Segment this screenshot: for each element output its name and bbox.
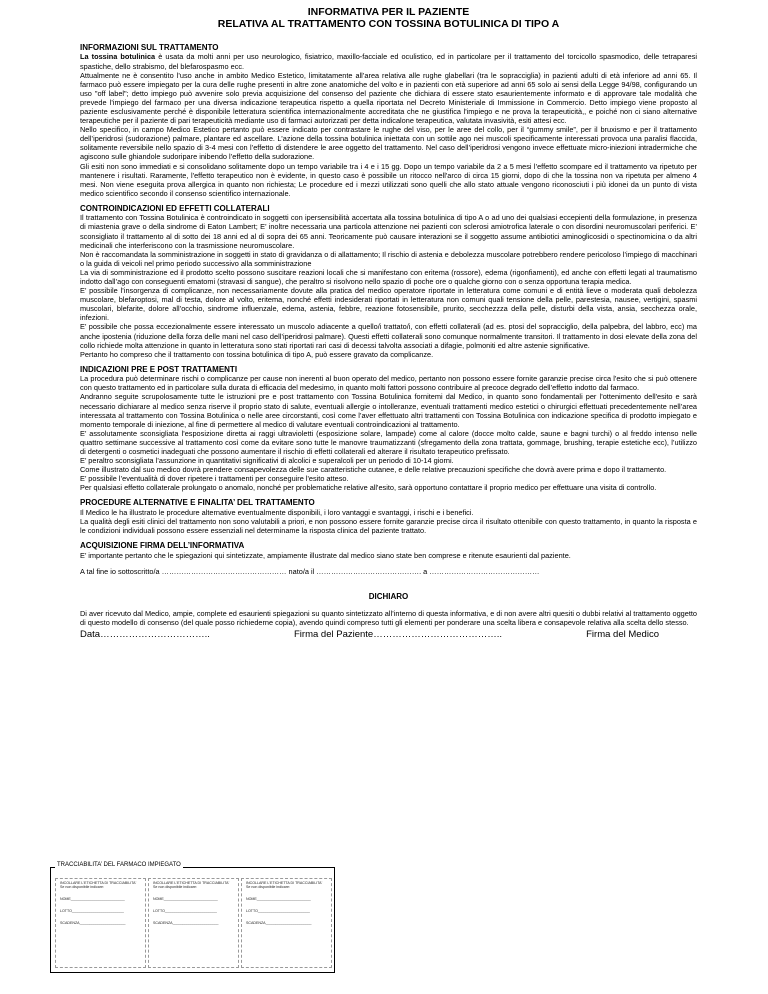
paragraph: Pertanto ho compreso che il trattamento con tossina botulinica di tipo A, può essere gravato da complicanze. [80, 349, 434, 359]
paragraph: Nello specifico, in campo Medico Estetico pertanto può essere indicato per contrastare le rughe del viso, per le aree del collo, per il “gummy smile”, per il bruxismo e per il trattamento dell’iperidrosi (sudorazione) palmare, plantare ed ascellare. L’azione della tossina botulinica iniettata con un sottile ago nei muscoli specificamente interessati provoca una paralisi flaccida, solitamente reversibile nello spazio di 3-4 mesi con l’effetto di distendere le aree oggetto del trattamento. Nel caso dell’iperidrosi vengono invece effettuate micro-iniezioni intradermiche che agiscono sulle ghiandole sudoripare inibendo l’effetto della sudorazione. [80, 125, 697, 162]
traceability-box [50, 862, 335, 973]
expiry-field[interactable]: SCADENZA_______________________ [246, 921, 312, 925]
label-slot [241, 878, 332, 968]
document-page [80, 6, 697, 640]
paragraph: Andranno seguite scrupolosamente tutte le istruzioni pre e post trattamento con Tossina Botulinica fornitemi dal Medico, in quanto sono fondamentali per l’ottenimento dell'esito e sarà necessario dichiarare al medico senza riserve il proprio stato di salute, eventuali allergie o intolleranze, eventuali trattamenti medico estetici o chirurgici effettuati precedentemente nell’area interessata al trattamento con Tossina Botulinica o nelle aree circorstanti, così come l’aver effettuato altri trattamenti con Tossina Botulinica con indicazione specifica di prodotto impiegato e momento temporale di iniezione, al fine di permettere al medico di valutare eventuali controindicazioni al trattamento. [80, 392, 697, 429]
traceability-title: TRACCIABILITA’ DEL FARMACO IMPIEGATO [57, 862, 181, 868]
label-slot-header: INCOLLARE L'ETICHETTA DI TRACCIABILITA' Se non disponibile indicare: [246, 881, 323, 889]
document-title: INFORMATIVA PER IL PAZIENTE [307, 6, 470, 18]
paragraph: La qualità degli esiti clinici del trattamento non sono valutabili a priori, e non possono essere fornite garanzie precise circa il risultato ottenibile con questo trattamento, in quanto la risposta e le condizioni individuali possono essere essenziali nel determiname la risposta clinica del paziente trattato. [80, 516, 697, 536]
signature-row [80, 629, 697, 640]
paragraph [80, 52, 697, 70]
paragraph: E’ possibile che possa eccezionalmente essere interessato un muscolo adiacente a quello/i trattato/i, con effetti collaterali (ad es. ptosi del sopracciglio, della palpebra, del labbro, ecc) ma anche ipostenia (riduzione della forza delle mani nel caso dell’iperidrosi palmare). Questi effetti collaterali sono comunque normalmente transitori. Il trattamento in dosi elevate della zona del collo richiede molta attenzione in quanto in letteratura sono stati riportati rari casi di decessi talvolta associati a difagie, polmoniti ed altre astenie significative. [80, 322, 697, 350]
undersigned-line[interactable]: A tal fine io sottoscritto/a …………………………………………… nato/a il ……………………………………. a ……………………………………… [80, 566, 540, 576]
lead-term: La tossina botulinica [80, 52, 156, 62]
lot-field[interactable]: LOTTO__________________________ [153, 909, 217, 913]
paragraph: E’ importante pertanto che le spiegazioni qui sintetizzate, ampiamente illustrate dal medico siano state ben comprese e ritenute esaurienti dal paziente. [80, 550, 571, 560]
section-title-procedure: PROCEDURE ALTERNATIVE E FINALITA’ DEL TRATTAMENTO [80, 498, 315, 508]
paragraph: La procedura può determinare rischi o complicanze per cause non inerenti al buon operato del medico, pertanto non possono essere fornite garanzie precise circa l'esito che si può ottenere con questo trattamento ed in particolare sulla durata di efficacia del medesimo, in quanto molti fattori possono contribuire al precoce degrado dell’effetto indotto dal farmaco. [80, 374, 697, 393]
paragraph: Come illustrato dal suo medico dovrà prendere consapevolezza delle sue caratteristiche cutanee, e delle relative precauzioni specifiche che dovrà avere prima e dopo il trattamento. [80, 465, 667, 475]
paragraph: E’ peraltro sconsigliata l’assunzione in quantitativi significativi di alcolici e superalcoli per un periodo di 10-14 giorni. [80, 456, 454, 466]
expiry-field[interactable]: SCADENZA_______________________ [153, 921, 219, 925]
paragraph: Gli esiti non sono immediati e si consolidano solitamente dopo un tempo variabile tra i 4 e i 15 gg. Dopo un tempo variabile da 2 a 5 mesi l’effetto scompare ed il trattamento va ripetuto per mantenere i risultati. Raramente, l'effetto terapeutico non è evidente, in questo caso è possibile un ritocco nell'arco di circa 15 giorni, dopo di che la tossina non va ripetuta per almeno 4 mesi. Non viene eseguita prova allergica in quanto non richiesta; Le procedure ed i mezzi utilizzati sono quelli che allo stato attuale vengono riconosciuti i più idonei da un punto di vista medico scientifico secondo il consenso scientifico internazionale. [80, 161, 697, 198]
label-slot-header: INCOLLARE L'ETICHETTA DI TRACCIABILITA' Se non disponibile indicare: [60, 881, 137, 889]
doctor-signature-field[interactable]: Firma del Medico [586, 628, 659, 640]
section-title-controindicazioni: CONTROINDICAZIONI ED EFFETTI COLLATERALI [80, 203, 270, 213]
paragraph: E’ assolutamente sconsigliata l’esposizione diretta ai raggi ultravioletti (esposizione solare, lampade) come al calore (docce molto calde, saune e bagni turchi) o al freddo intenso nelle quattro settimane successive al trattamento così come da evitare sono tutte le manovre traumatizzanti (sfregamento della zona trattata, gommage, brushing, terapie estetiche ecc), l’utilizzo di detergenti o cosmetici inadeguati che possono aumentare il rischio di effetti collaterali ed alterare il risultato terapeutico prefissato. [80, 428, 697, 456]
dichiaro-paragraph: Di aver ricevuto dal Medico, ampie, complete ed esaurienti spiegazioni su quanto sintetizzato all’interno di questa informativa, e di non avere altri quesiti o dubbi relativi al trattamento oggetto di questo modello di consenso (del quale posso richiederne copia), avendo quindi compreso tutti gli elementi per ponderare una scelta libera e consapevole relativa alla scelta dello stesso. [80, 608, 697, 627]
label-slot-header: INCOLLARE L'ETICHETTA DI TRACCIABILITA' Se non disponibile indicare: [153, 881, 230, 889]
paragraph: E’ possibile l’insorgenza di complicanze, non necessariamente dovute alla pratica del medico operatore riportate in letteratura come comuni e di entità lieve o moderata quali debolezza muscolare, blefaroptosi, mal di testa, dolore al volto, eritema, nonché effetti indesiderati riportati in letteratura non comuni quali tensione della pelle, parestesia, nausee, vertigini, spasmi muscolari, blefarite, dolore all’occhio, sindrome influenzale, edema, astenia, febbre, reazione fotosensibile, prurito, secchezzza della pelle, disturbi della vista, ansia, secchezza orale, infezioni. [80, 286, 697, 323]
paragraph: Attualmente ne è consentito l’uso anche in ambito Medico Estetico, limitatamente all’area relativa alle rughe glabellari (tra le sopracciglia) in pazienti adulti di età inferiore ad anni 65. Il farmaco può essere impiegato per la cura delle rughe presenti in altre zone anatomiche del volto e in pazienti con età superiore ad anni 65 solo ai sensi della Legge 94/98, configurando un uso "off label"; detto impiego può avvenire solo previa acquisizione del consenso del paziente che dichiara di essere stato esaurientemente informato e di approvare tale modalità che prevede l’impiego del farmaco per una diversa indicazione terapeutica rispetto a quella riportata nel Decreto Ministeriale di Immissione in Commercio. Detto impiego viene proposto al paziente esclusivamente perché è disponibile letteratura scientifica internazionalmente accreditata che ne giustifica l'impiego e ne prova la terapeuticità,, e poiché non ci siano alternative terapeutiche per il paziente di pari terapeuticità mediante uso di farmaci autorizzati per detta indicalone terapeutica, valutata invasività, esiti attesi ecc. [80, 70, 697, 126]
paragraph: Non è raccomandata la somministrazione in soggetti in stato di gravidanza o di allattamento; Il rischio di astenia e debolezza muscolare potrebbero rendere pericoloso l’impiego di macchinari o la guida di veicoli nel primo periodo successivo alla somministrazione [80, 249, 697, 268]
section-title-informazioni: INFORMAZIONI SUL TRATTAMENTO [80, 43, 219, 52]
paragraph: Per qualsiasi effetto collaterale prolungato o anomalo, nonché per problematiche relative all'esito, sarà opportuno contattare il proprio medico per effettuare una visita di controllo. [80, 483, 657, 493]
paragraph: E’ possibile l’eventualità di dover ripetere i trattamenti per conseguire l'esito atteso. [80, 474, 349, 484]
paragraph-text: è usata da molti anni per uso neurologico, fisiatrico, maxillo-facciale ed oculistico, ed in particolare per il trattamento del torcicollo spasmodico, delle tetraparesi spastiche, dello strabismo, del blefarospasmo ecc. [80, 52, 697, 71]
date-field[interactable]: Data…………………………….. [80, 628, 210, 640]
lot-field[interactable]: LOTTO__________________________ [246, 909, 310, 913]
name-field[interactable]: NOME___________________________ [246, 897, 311, 901]
paragraph: Il trattamento con Tossina Botulinica è controindicato in soggetti con ipersensibilità accertata alla tossina botulinica di tipo A o ad uno dei qualsiasi eccepienti della formulazione, in presenza di miastenia grave o della sindrome di Eaton Lambert; E’ inoltre necessaria una particola attenzione nei pazienti con sclerosi amiotrofica laterale o con disordini neuromuscolari periferici. E’ sconsigliato il trattamento al di sotto dei 18 anni ed al di sopra dei 65 anni. Teoricamente può causare interazioni se il soggetto assume antibiotici aminoglicosidi o spectinomicina o da altri medicinali che interferiscono con la trasmissione neuromuscolare. [80, 213, 697, 250]
paragraph: Il Medico le ha illustrato le procedure alternative eventualmente disponibili, i loro vantaggi e svantaggi, i rischi e i benefici. [80, 507, 474, 517]
lot-field[interactable]: LOTTO__________________________ [60, 909, 124, 913]
document-subtitle: RELATIVA AL TRATTAMENTO CON TOSSINA BOTULINICA DI TIPO A [217, 18, 560, 30]
paragraph: La via di somministrazione ed il prodotto scelto possono suscitare reazioni locali che si manifestano con eritema (rossore), edema (rigonfiamenti), ed anche con effetti legati al traumatismo indotto dall’ago con conseguenti ematomi (stravasi di sangue), che peraltro si risolvono nello spazio di poche ore o qualche giorno con o senza opportuna terapia medica. [80, 267, 697, 286]
patient-signature-field[interactable]: Firma del Paziente………………………………….. [294, 628, 502, 640]
dichiaro-heading: DICHIARO [368, 591, 409, 601]
name-field[interactable]: NOME___________________________ [60, 897, 125, 901]
section-title-acquisizione: ACQUISIZIONE FIRMA DELL’INFORMATIVA [80, 541, 245, 551]
label-slot [55, 878, 146, 968]
section-title-indicazioni: INDICAZIONI PRE E POST TRATTAMENTI [80, 364, 238, 374]
label-slot [148, 878, 239, 968]
name-field[interactable]: NOME___________________________ [153, 897, 218, 901]
expiry-field[interactable]: SCADENZA_______________________ [60, 921, 126, 925]
